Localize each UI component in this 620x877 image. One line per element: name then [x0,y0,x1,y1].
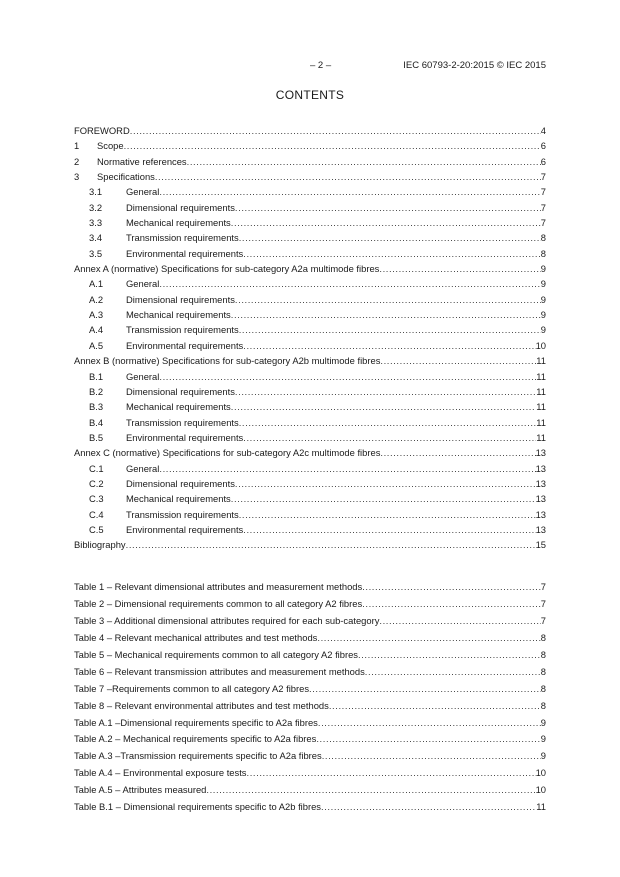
table-entry-title: Table A.2 – Mechanical requirements specific to A2a fibres [74,733,317,745]
toc-entry-number: 1 [74,140,80,152]
toc-entry[interactable] [74,384,546,399]
dot-leader [309,681,541,698]
table-entry-title: Table 2 – Dimensional requirements common to all category A2 fibres [74,597,363,609]
page-reference: 15 [535,539,546,551]
dot-leader [155,169,541,184]
toc-entry-number: B.3 [89,401,104,413]
table-entry-title: Table 7 –Requirements common to all category A2 fibres [74,682,310,694]
toc-entry[interactable] [74,461,546,476]
dot-leader [235,476,536,491]
dot-leader [316,731,540,748]
toc-entry[interactable] [74,246,546,261]
toc-entry-title: Environmental requirements [126,431,244,443]
dot-leader [318,715,541,732]
document-reference: IEC 60793-2-20:2015 © IEC 2015 [403,60,546,71]
toc-entry-title: Environmental requirements [126,339,244,351]
page-reference: 11 [536,416,546,428]
table-list-entry[interactable] [74,630,546,647]
dot-leader [187,154,541,169]
page-reference: 9 [540,324,546,336]
toc-entry-number: B.4 [89,416,104,428]
page-reference: 8 [540,699,546,711]
page-title: CONTENTS [275,88,345,102]
toc-entry[interactable] [74,307,546,322]
toc-entry-title: Normative references [97,155,187,167]
page-reference: 7 [540,581,546,592]
toc-entry-number: C.5 [89,523,104,535]
toc-entry-number: 3.1 [89,186,103,198]
page-reference: 11 [536,401,546,413]
toc-entry-title: Dimensional requirements [126,293,235,305]
table-entry-title: Table A.4 – Environmental exposure tests [74,767,247,779]
dot-leader [379,613,540,630]
toc-entry-title: Mechanical requirements [126,493,231,505]
page-reference: 13 [535,493,546,505]
toc-entry-number: 3.2 [89,201,103,213]
dot-leader [329,698,541,715]
dot-leader [159,276,540,291]
page-reference: 8 [540,665,546,677]
toc-entry[interactable] [74,537,546,552]
toc-entry[interactable] [74,292,546,307]
toc-entry-number: C.1 [89,462,104,474]
table-list-entry[interactable] [74,782,546,799]
dot-leader [130,123,541,138]
page-reference: 10 [535,784,546,796]
toc-entry-number: C.2 [89,477,104,489]
dot-leader [231,399,537,414]
toc-entry[interactable] [74,445,546,460]
dot-leader [239,507,536,522]
table-list-entry[interactable] [74,799,546,816]
dot-leader [239,230,541,245]
toc-entry-title: FOREWORD [74,125,130,136]
page-reference: 9 [540,293,546,305]
dot-leader [159,369,536,384]
dot-leader [159,184,540,199]
toc-entry[interactable] [74,338,546,353]
toc-entry-title: Transmission requirements [126,232,239,244]
page-number: – 2 – [310,60,332,71]
page-reference: 6 [540,155,546,167]
dot-leader [243,430,536,445]
page-reference: 11 [536,385,546,397]
toc-entry-title: Dimensional requirements [126,477,235,489]
toc-entry[interactable] [74,399,546,414]
dot-leader [124,138,541,153]
table-list-entry[interactable] [74,748,546,765]
table-list-entry[interactable] [74,731,546,748]
page-reference: 8 [540,247,546,259]
dot-leader [247,765,536,782]
page-reference: 9 [540,278,546,290]
dot-leader [380,445,535,460]
dot-leader [321,799,536,816]
page-reference: 8 [540,682,546,694]
table-entry-title: Table 4 – Relevant mechanical attributes and test methods [74,631,318,643]
toc-entry-title: Annex B (normative) Specifications for sub-category A2b multimode fibres [74,355,381,367]
page-reference: 6 [540,140,546,152]
page-reference: 7 [540,597,546,609]
table-list-entry[interactable] [74,715,546,732]
toc-entry-number: 3.5 [89,247,103,259]
toc-entry-title: General [126,186,160,198]
toc-entry-title: Dimensional requirements [126,201,235,213]
dot-leader [243,522,535,537]
table-entry-title: Table A.1 –Dimensional requirements specific to A2a fibres [74,716,318,728]
toc-entry[interactable] [74,353,546,368]
toc-entry[interactable] [74,476,546,491]
table-entry-title: Table 1 – Relevant dimensional attributes and measurement methods [74,581,363,592]
table-entry-title: Table A.3 –Transmission requirements specific to A2a fibres [74,750,322,762]
dot-leader [231,307,541,322]
toc-entry-title: General [126,462,160,474]
table-list-entry[interactable] [74,765,546,782]
page-reference: 9 [540,750,546,762]
table-entry-title: Table B.1 – Dimensional requirements specific to A2b fibres [74,801,321,813]
page-reference: 13 [535,508,546,520]
toc-entry-number: 2 [74,155,80,167]
page-reference: 7 [540,614,546,626]
page-reference: 11 [536,801,546,813]
dot-leader [243,246,541,261]
toc-entry-title: Environmental requirements [126,247,244,259]
page-header [74,59,546,73]
toc-entry-number: B.5 [89,431,104,443]
toc-entry-number: A.1 [89,278,104,290]
toc-entry-title: Dimensional requirements [126,385,235,397]
table-entry-title: Table A.5 – Attributes measured [74,784,207,796]
table-list-entry[interactable] [74,579,546,596]
table-entry-title: Table 5 – Mechanical requirements common to all category A2 fibres [74,648,358,660]
dot-leader [235,384,536,399]
table-list-entry[interactable] [74,664,546,681]
toc-entry[interactable] [74,491,546,506]
page-reference: 9 [540,263,546,275]
dot-leader [362,596,541,613]
toc-entry[interactable] [74,507,546,522]
toc-entry-title: Transmission requirements [126,416,239,428]
dot-leader [235,292,541,307]
toc-entry-number: 3.3 [89,217,103,229]
toc-entry[interactable] [74,261,546,276]
dot-leader [126,537,536,552]
dot-leader [206,782,535,799]
dot-leader [231,215,541,230]
toc-entry-number: 3.4 [89,232,103,244]
dot-leader [239,322,541,337]
toc-entry[interactable] [74,276,546,291]
dot-leader [239,415,537,430]
toc-entry-number: A.2 [89,293,104,305]
toc-entry-title: Annex C (normative) Specifications for sub-category A2c multimode fibres [74,447,381,459]
toc-entry-number: A.4 [89,324,104,336]
toc-entry[interactable] [74,322,546,337]
page-reference: 13 [535,523,546,535]
dot-leader [322,748,541,765]
dot-leader [231,491,536,506]
toc-entry-title: Environmental requirements [126,523,244,535]
page-reference: 11 [536,355,546,367]
table-list-entry[interactable] [74,698,546,715]
page-reference: 10 [535,767,546,779]
toc-entry-title: Specifications [97,171,155,183]
toc-entry-title: Scope [97,140,124,152]
dot-leader [235,200,541,215]
toc-entry[interactable] [74,430,546,445]
toc-entry-number: B.1 [89,370,104,382]
toc-entry-title: General [126,278,160,290]
dot-leader [362,579,541,596]
toc-entry[interactable] [74,169,546,184]
toc-entry[interactable] [74,184,546,199]
toc-entry-title: Mechanical requirements [126,309,231,321]
table-list-entry[interactable] [74,647,546,664]
toc-entry-title: Mechanical requirements [126,401,231,413]
page-reference: 13 [535,462,546,474]
table-list-entry[interactable] [74,596,546,613]
toc-entry[interactable] [74,138,546,153]
page-reference: 9 [540,309,546,321]
table-list-entry[interactable] [74,681,546,698]
table-entry-title: Table 8 – Relevant environmental attributes and test methods [74,699,329,711]
toc-entry[interactable] [74,200,546,215]
table-list-entry[interactable] [74,613,546,630]
toc-entry[interactable] [74,123,546,138]
page-reference: 9 [540,733,546,745]
toc-entry-title: Transmission requirements [126,508,239,520]
toc-entry[interactable] [74,415,546,430]
toc-entry-number: A.3 [89,309,104,321]
dot-leader [317,630,540,647]
dot-leader [379,261,540,276]
page-reference: 9 [540,716,546,728]
toc-entry[interactable] [74,522,546,537]
toc-entry-number: C.4 [89,508,104,520]
page-reference: 11 [536,370,546,382]
toc-entry-number: C.3 [89,493,104,505]
dot-leader [365,664,541,681]
toc-entry-title: Annex A (normative) Specifications for sub-category A2a multimode fibres [74,263,380,275]
dot-leader [159,461,535,476]
dot-leader [380,353,536,368]
table-of-contents [74,123,546,553]
toc-entry-title: Transmission requirements [126,324,239,336]
list-of-tables [74,579,546,816]
toc-entry[interactable] [74,215,546,230]
page-reference: 4 [540,125,546,136]
toc-entry[interactable] [74,369,546,384]
page-reference: 8 [540,648,546,660]
page-reference: 7 [540,201,546,213]
table-entry-title: Table 6 – Relevant transmission attributes and measurement methods [74,665,365,677]
toc-entry-title: General [126,370,160,382]
toc-entry[interactable] [74,230,546,245]
page-reference: 13 [535,447,546,459]
toc-entry[interactable] [74,154,546,169]
dot-leader [358,647,541,664]
table-entry-title: Table 3 – Additional dimensional attributes required for each sub-category [74,614,380,626]
toc-entry-title: Mechanical requirements [126,217,231,229]
page-reference: 8 [540,631,546,643]
page-reference: 11 [536,431,546,443]
page-reference: 10 [535,339,546,351]
toc-entry-number: B.2 [89,385,104,397]
page-reference: 8 [540,232,546,244]
page-reference: 7 [540,171,546,183]
dot-leader [243,338,535,353]
page-reference: 7 [540,186,546,198]
toc-entry-title: Bibliography [74,539,126,551]
page-reference: 7 [540,217,546,229]
toc-entry-number: A.5 [89,339,104,351]
toc-entry-number: 3 [74,171,80,183]
page-reference: 13 [535,477,546,489]
